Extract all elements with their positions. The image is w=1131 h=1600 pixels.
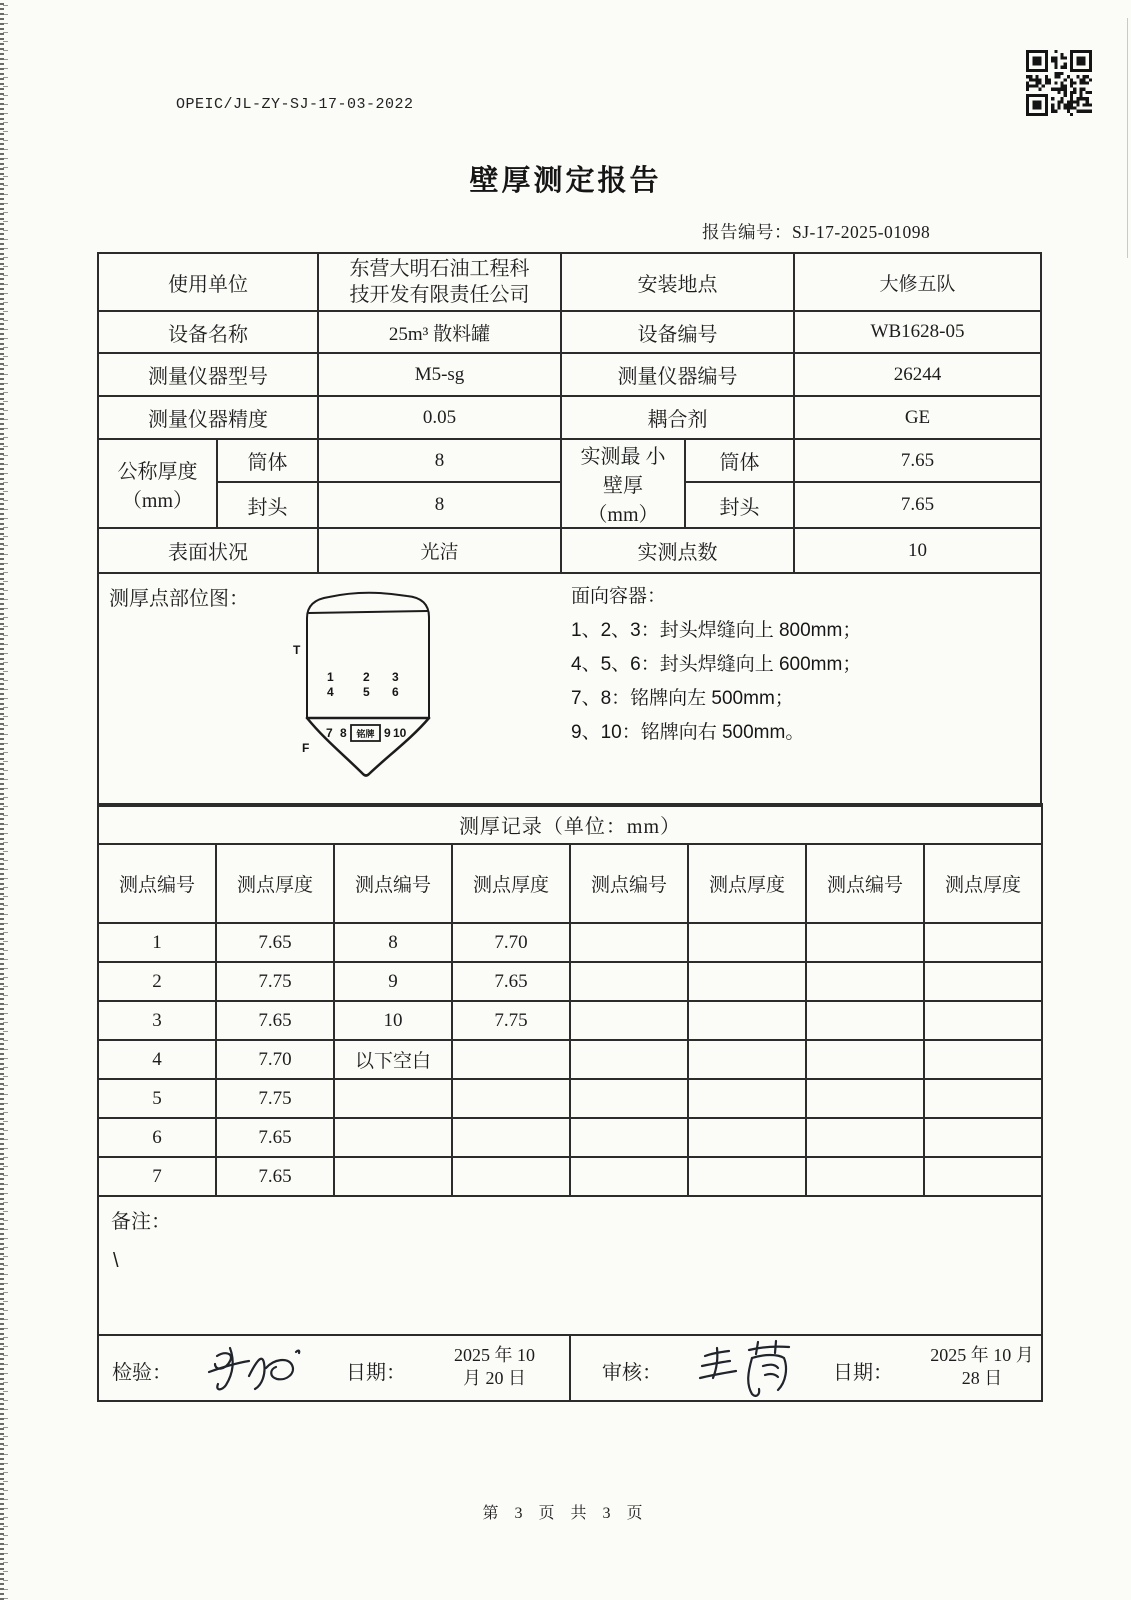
- page-footer: 第 3 页 共 3 页: [482, 1505, 649, 1522]
- cell: [688, 1001, 806, 1040]
- cell: [924, 1118, 1042, 1157]
- inspector-sign-cell: [98, 1335, 570, 1401]
- col-header-thickness-2: 测点厚度: [452, 844, 570, 923]
- inspector-date: [437, 1344, 552, 1390]
- cell: 10: [334, 1001, 452, 1040]
- facing-note-2: 4、5、6：封头焊缝向上 600mm；: [571, 654, 862, 675]
- record-row-3: [98, 1001, 1042, 1040]
- cell: 以下空白: [334, 1040, 452, 1079]
- cell: [924, 1079, 1042, 1118]
- document-code: OPEIC/JL-ZY-SJ-17-03-2022: [176, 96, 414, 113]
- instrument-no-value: 26244: [794, 353, 1041, 396]
- record-row-2: [98, 962, 1042, 1001]
- device-no-value: WB1628-05: [794, 311, 1041, 353]
- cell: 7.65: [216, 1001, 334, 1040]
- facing-notes: [571, 582, 861, 750]
- cell: [924, 1040, 1042, 1079]
- min-thickness-label: 实测最 小壁厚 （mm）: [561, 439, 685, 528]
- tank-top-seam-line: [309, 611, 427, 613]
- inspector-sign-wrap: [99, 1336, 569, 1400]
- point-1: 1: [327, 670, 334, 684]
- accuracy-value: 0.05: [318, 396, 561, 439]
- cell: [570, 962, 688, 1001]
- cell: 7.75: [216, 1079, 334, 1118]
- tank-top-mark: T: [293, 643, 301, 657]
- reviewer-date-label: 日期：: [833, 1362, 893, 1384]
- point-10: 10: [393, 726, 407, 740]
- cell: 3: [98, 1001, 216, 1040]
- cell: 2: [98, 962, 216, 1001]
- cell: [924, 1001, 1042, 1040]
- col-header-thickness-3: 测点厚度: [688, 844, 806, 923]
- instrument-model-value: M5-sg: [318, 353, 561, 396]
- record-row-5: [98, 1079, 1042, 1118]
- cell: [806, 1001, 924, 1040]
- nameplate-text: 铭牌: [356, 729, 375, 739]
- col-header-point-no-4: 测点编号: [806, 844, 924, 923]
- instrument-no-label: 测量仪器编号: [561, 353, 794, 396]
- col-header-point-no-1: 测点编号: [98, 844, 216, 923]
- cell: 6: [98, 1118, 216, 1157]
- point-7: 7: [326, 726, 333, 740]
- cell: [688, 1118, 806, 1157]
- point-5: 5: [363, 685, 370, 699]
- cell: [924, 923, 1042, 962]
- report-number-line: [702, 219, 930, 244]
- device-no-label: 设备编号: [561, 311, 794, 353]
- cell: [334, 1157, 452, 1196]
- cell: [570, 923, 688, 962]
- couplant-label: 耦合剂: [561, 396, 794, 439]
- reviewer-sign-cell: [570, 1335, 1042, 1401]
- col-header-point-no-3: 测点编号: [570, 844, 688, 923]
- nominal-shell-label: 筒体: [217, 439, 318, 482]
- report-number-label: 报告编号：: [702, 222, 792, 242]
- couplant-value: GE: [794, 396, 1041, 439]
- reviewer-sign-wrap: [571, 1336, 1041, 1400]
- facing-note-3: 7、8：铭牌向左 500mm；: [571, 688, 794, 709]
- cell: 7.65: [216, 923, 334, 962]
- nominal-thickness-label: 公称厚度 （mm）: [98, 439, 217, 528]
- cell: [334, 1118, 452, 1157]
- accuracy-label: 测量仪器精度: [98, 396, 318, 439]
- cell: 7.70: [452, 923, 570, 962]
- record-row-1: [98, 923, 1042, 962]
- cell: 7.65: [216, 1157, 334, 1196]
- cell: 8: [334, 923, 452, 962]
- cell: [688, 962, 806, 1001]
- thickness-record-table: [97, 803, 1043, 1402]
- cell: [806, 1040, 924, 1079]
- inspector-label: 检验：: [112, 1362, 172, 1384]
- col-header-thickness-1: 测点厚度: [216, 844, 334, 923]
- cell: [452, 1079, 570, 1118]
- device-name-value: 25m³ 散料罐: [318, 311, 561, 353]
- cell: [570, 1001, 688, 1040]
- cell: [452, 1157, 570, 1196]
- surface-label: 表面状况: [98, 528, 318, 573]
- points-count-label: 实测点数: [561, 528, 794, 573]
- cell: [806, 923, 924, 962]
- scan-noise-strip: [0, 0, 8, 1600]
- cell: [570, 1040, 688, 1079]
- cell: 7.65: [216, 1118, 334, 1157]
- min-head-label: 封头: [685, 482, 794, 528]
- col-header-thickness-4: 测点厚度: [924, 844, 1042, 923]
- device-name-label: 设备名称: [98, 311, 318, 353]
- reviewer-label: 审核：: [602, 1362, 662, 1384]
- record-row-4: [98, 1040, 1042, 1079]
- inspector-date-line1: 2025 年 10: [454, 1345, 535, 1365]
- cell: [924, 962, 1042, 1001]
- equipment-info-table: [97, 252, 1042, 807]
- user-unit-label: 使用单位: [98, 253, 318, 311]
- instrument-model-label: 测量仪器型号: [98, 353, 318, 396]
- inspector-date-line2: 月 20 日: [463, 1368, 526, 1388]
- qr-code: [1026, 50, 1092, 116]
- cell: [688, 1040, 806, 1079]
- cell: [570, 1079, 688, 1118]
- cell: 5: [98, 1079, 216, 1118]
- nominal-head-label: 封头: [217, 482, 318, 528]
- cell: [452, 1040, 570, 1079]
- remark-value: \: [113, 1250, 119, 1272]
- diagram-wrap: [99, 574, 1040, 805]
- cell: [924, 1157, 1042, 1196]
- cell: [806, 1118, 924, 1157]
- reviewer-date-line2: 28 日: [961, 1368, 1003, 1388]
- report-number-value: SJ-17-2025-01098: [792, 222, 931, 242]
- min-head-value: 7.65: [794, 482, 1041, 528]
- facing-title: 面向容器：: [571, 586, 667, 607]
- cell: [570, 1118, 688, 1157]
- cell: [806, 1157, 924, 1196]
- points-count-value: 10: [794, 528, 1041, 573]
- cell: 7.75: [452, 1001, 570, 1040]
- point-3: 3: [392, 670, 399, 684]
- min-shell-value: 7.65: [794, 439, 1041, 482]
- install-location-value: 大修五队: [794, 253, 1041, 311]
- point-4: 4: [327, 685, 334, 699]
- reviewer-date: [923, 1344, 1041, 1390]
- cell: [806, 962, 924, 1001]
- user-unit-value: 东营大明石油工程科技开发有限责任公司: [318, 253, 561, 311]
- record-table-title: 测厚记录（单位：mm）: [98, 804, 1042, 844]
- min-shell-label: 筒体: [685, 439, 794, 482]
- tank-front-mark: F: [302, 741, 310, 755]
- facing-note-4: 9、10：铭牌向右 500mm。: [571, 722, 805, 743]
- cell: [688, 923, 806, 962]
- cell: [452, 1118, 570, 1157]
- cell: 7.75: [216, 962, 334, 1001]
- measurement-diagram-cell: [98, 573, 1041, 806]
- diagram-label: 测厚点部位图：: [109, 588, 249, 610]
- tank-diagram: [289, 586, 439, 792]
- cell: [688, 1157, 806, 1196]
- cell: 1: [98, 923, 216, 962]
- page-title: 壁厚测定报告: [469, 165, 662, 197]
- surface-value: 光洁: [318, 528, 561, 573]
- install-location-label: 安装地点: [561, 253, 794, 311]
- scan-edge-artifact: [1127, 18, 1128, 258]
- reviewer-signature: [697, 1339, 797, 1397]
- point-2: 2: [363, 670, 370, 684]
- inspector-signature: [203, 1341, 313, 1395]
- cell: 7: [98, 1157, 216, 1196]
- point-9: 9: [384, 726, 391, 740]
- cell: [570, 1157, 688, 1196]
- nominal-shell-value: 8: [318, 439, 561, 482]
- remark-label: 备注：: [111, 1211, 171, 1233]
- cell: 7.65: [452, 962, 570, 1001]
- remark-cell: [98, 1196, 1042, 1335]
- record-row-6: [98, 1118, 1042, 1157]
- nominal-head-value: 8: [318, 482, 561, 528]
- inspector-date-label: 日期：: [346, 1362, 406, 1384]
- cell: 7.70: [216, 1040, 334, 1079]
- point-8: 8: [340, 726, 347, 740]
- cell: [806, 1079, 924, 1118]
- cell: [334, 1079, 452, 1118]
- cell: 4: [98, 1040, 216, 1079]
- reviewer-date-line1: 2025 年 10 月: [930, 1345, 1034, 1365]
- cell: [688, 1079, 806, 1118]
- record-row-7: [98, 1157, 1042, 1196]
- point-6: 6: [392, 685, 399, 699]
- cell: 9: [334, 962, 452, 1001]
- col-header-point-no-2: 测点编号: [334, 844, 452, 923]
- facing-note-1: 1、2、3：封头焊缝向上 800mm；: [571, 620, 862, 641]
